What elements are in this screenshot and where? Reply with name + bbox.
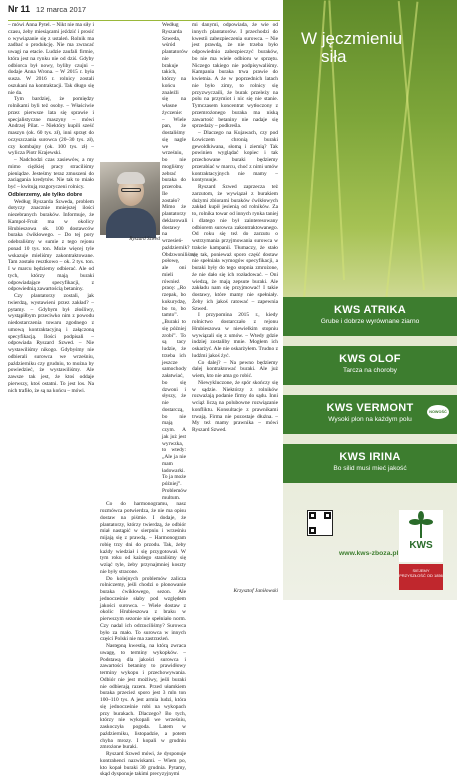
header-rule [8,20,280,21]
ad-headline-line1: W jęczmieniu [301,29,403,48]
ad-headline [301,30,402,66]
photo-caption: Ryszard Szwed [129,236,160,242]
product-tagline: Bo silid musi mieć jakość [333,465,407,472]
article-column-3 [192,22,278,586]
paragraph: Ryszard Szwed mówi, że dysponuje kontrahenci nazwiskami. – Wiem po, kto kopał buraki 30 grudnia. Pytamy, skąd dysponuje takimi precyzyjnymi [100,751,186,778]
product-tagline: Tarcza na choroby [343,367,397,374]
product-tagline: Wysoki plon na każdym polu [328,416,412,423]
paragraph: Według Ryszarda Szweda, wśród plantatorów nie brakuje takich, którzy na końcu znaleźli się na własne życzenie: – Wiele pan, że dostaliśmy się nagle we wrześniu, bo nie mogliśmy zebrać buraka do przerobu. Ile zostało? Mimo że plantatorzy deklarowali dostawy na wrzesień-październik? Obdzwoniliśmy połowę, ale oni mieli również pracę: „Ro rzepak, bo kukurydzę, bo to, bo tamto”. „Buraki to się później zrobi”. To są tacy ludzie, że trzeba ich jeszcze samochody załatwiać, bo się dzwoni i słyszy, że nie dostarczą, bo nie mają czym. A jak już jest wyrwzka, to wtedy: „Ale ja nie mam ładowarki. To ja może później”. Problemów multum. [162,22,197,501]
product-tagline: Grube i dobrze wyrównane ziarno [320,318,420,325]
paragraph: – Dlaczego na Kujawach, czy pod Łowiczem chronią buraki gewoldkiwana, słomą i ziemią? Tak powinien wyglądać kopiec i tak przechowane buraki będziemy przerabiać w marcu, choć z nimi umów kontraktacyjnych nie mamy – kontynuuje. [192,130,278,184]
paragraph: Tym bardziej, że pomiędzy rolnikami byli też osoby. – Właściwie przez pierwsze lata się sprawie i specjalistyczne maszyny – mówi Andrzej Pilat. – Niektóry kupili sześć maszyn (ok. 60 tys. zł), inni sprzęt do oczyszczania surowca (20–30 tys. zł), czy kombajny (ok. 100 tys. zł) – wylicza Piotr Krajewski. [8,96,94,157]
new-badge: NOWOŚĆ [427,405,449,419]
article-column-1 [8,22,94,592]
subheading: Odbierzemy, ale tylko dobre [8,191,83,198]
paragraph: Co do harmonogramu, nasz rozmówca potwierdza, że nie ma opisu dostaw na piśmie. I dodaje, że plantatorzy, którzy twierdzą, że odbiór miał nastąpić w sierpniu i wrześniu mijają się z prawdą. – Harmonogram robię trzy dni do przodu. Tak, żeby każdy wiedział i się przygotował. W tym roku od każdego staraliśmy się wziąć tyle, żeby przynajmniej koszty nie były stracone. [100,501,186,575]
photo-glasses [121,188,141,192]
kws-logo [399,510,443,590]
product-name: KWS OLOF [339,353,401,365]
issue-date: 12 marca 2017 [36,5,87,14]
logo-box [399,510,443,562]
logo-slogan: SIEJEMY PRZYSZŁOŚĆ OD 1856 [399,564,443,590]
product-name: KWS ATRIKA [333,304,407,316]
article-column-2 [100,22,197,778]
logo-wordmark: KWS [409,540,433,551]
photo-hair [117,172,145,184]
paragraph: Niewykluczone, że spór skończy się w sądzie. Niektórzy z rolników rozważają podanie firmy do sądu. Inni wciąż liczą na polubowne rozwiązanie konfliktu. Konsultacje z prawnikami trwają. Firma nie pozostaje dłużna. – My też mamy prawnika – mówi Ryszard Szwed. [192,379,278,433]
product-band-atrika [283,297,457,336]
paragraph: – mówi Anna Pytel. – Nikt nie ma siły i czasu, żeby miesiącami jeździć i prosić o wywiązanie się z ustaleń. Rolnik ma zadbać o produkcję. Nie ma zwracać uwagi na etacie. Ludzie zaufali firmie, która jest na rynku nie od dziś. Gdyby odbiorca był nowy, byliby czujni – dodaje Anna Wrona. – W 2015 r. była susza. W 2016 r. rolnicy zostali oszukani na kontraktacji. Tak długo się nie da. [8,22,94,96]
paragraph: Co dalej? – Na pewno będziemy dalej kontraktować buraki. Ale już wiem, kto nie ama go robić. [192,359,278,379]
plant-logo-icon [399,510,443,540]
paragraph: Według Ryszarda Szweda, problem dotyczy znacznie mniejszej ilości niezebranych buraków. Informuje, że Kampol-Fruit ma w okolicy Hrubieszowa ok. 100 dostawców buraka ćwikłowego. – Do tej pory odebraliśmy w sumie z tego rejonu ponad 10 tys. ton. Może więcej tyle wskazuje mieliśmy zakontraktowane. Tam zostało resztkowo – ok. 2 tys. ton. I w marcu będziemy odbierać. Ale od tych, którzy mają buraki odpowiadające specyfikacji, z odpowiednią zawartością betaniny. [8,198,94,293]
ad-headline-line2: siła [321,47,347,66]
paragraph: Następną kwestią, na którą zwraca uwagę, to terminy wykopków. – Podstawą dla jakości surowca i zawartości betaniny to prawidłowy terminy wykopu i przechowywania. Odbiór nie jest możliwy, jeśli buraki nie odbierają razem. Przed ułamkiem buraka przecież sporo jest 3 mln ton 100–110 tys. A jest armia ludzi, która się jednocześnie robi na wykopach przy burakach. Dlaczego? Bo tych, którzy nie wykopali we wrześniu, zaskoczyła pogoda. Latem w październiku, listopadzie, a potem chyba mrozy. I kopali w grudniu zmrożone buraki. [100,643,186,751]
product-name: KWS VERMONT [326,402,414,414]
kws-advertisement [283,0,457,600]
paragraph: – Nadchodzi czas zasiewów, a my mimo ciężkiej pracy straciliśmy pieniądze. Jesteśmy teraz zmuszeni do zaciągania kredytów. Nie tak to miało być – kwitują rozgoryczeni rolnicy. [8,157,94,190]
qr-code-icon[interactable] [307,510,333,536]
paragraph: I przypomina 2015 r., kiedy rolnictwo dostarczało z rejonu Hrubieszowa w niewielkim stopniu wywiązali się z umów. – Wtedy gdzie indziej zostaliby mnie. Mogłem ich oskarżyć. Ale nie oskarżyłem. Trudno z ludźmi jakoś żyć. [192,312,278,359]
ad-website-link[interactable]: www.kws-zboza.pl [339,550,399,557]
author-signature: Krzysztof Janiłowski [233,588,278,594]
portrait-photo [100,162,160,235]
issue-number: Nr 11 [8,4,31,14]
paragraph: Do kolejnych problemów zalicza rolniczemy, jeśli chodzi o plonowanie buraka ćwikłowego, sezon. Ale jednocześnie słaby pod względem jakości surowca. – Wiele dostaw z okolic Hrubieszowa z braku w pierwszym sezonie nie spełniało norm. Czy nadal ich odrzuciliśmy? Surowca było za mało. To surowca w innych części Polski nie ma zastrzeżeń. [100,575,186,643]
product-band-olof [283,346,457,385]
paragraph: Ryszard Szwed zaprzecza też zarzutom, że wywiązał z burakiem dużymi zbiorami buraków ćwikłowych zakład kupił jesienią od rolników. Za to, rolnika towar od innych rynka taniej i dlatego nie był zainteresowany odbiorem surowca zakontraktowanego. Od roku się też do zarzutu o wstrzymania przyjmowania surowca w trakcie kampanii. Tłumaczy, że stało się tak, ponieważ sporo część dostaw nie spełniała wymogów specyfikacji, a buraki były do tego stopnia zmrożone, że nie dało się ich rozładować. – Oni wiedzą, że mają zepsute buraki. Ale zakładu nam się przyjmować! I takie dostawy, które mamy nie spełniały. Żeby ich jakoś ratować – zapewnia Szwed. [192,184,278,312]
paragraph: Czy plantatorzy zostali, jak twierdzą, wystawieni przez zakład? – pytamy. – Gdybym był złośliwy, wystąpiłbym przeciwko nim z powodu niedostarczenia towaru zgodnego z umową kontraktacyjną i załączoną specyfikacją. Ilości podpisali – odpowiada Ryszard Szwed. – Nie wystawiliśmy nikogo. Gdybyśmy nie odbierali surowca we wrześniu, październiku czy grudniu, to można by powiedzieć, że wystawiliśmy. Ale zawsze tak jest, że ktoś oddaje pierwszy, ktoś ostatni. To jest los. Na nich trafiło, że są na końcu – mówi. [8,293,94,394]
photo-shirt [106,208,156,238]
product-band-irina [283,444,457,483]
product-band-vermont [283,395,457,434]
page-header [8,4,276,20]
paragraph: mi danymi, odpowiada, że wie od innych plantatorów. I przechodzi do kwestii zabezpieczenia surowca. – Nie jest prawdą, że nie trzeba było odpowiednio zabezpieczyć buraków, bo nie ma wiele odbioru w sprzętu. Niczego takiego nie podpisywaliśmy. Kampania buraka trwa prawie do kwietnia. A że w poprzednich latach nie było zimy, to rolnicy się przyzwyczaili, że burak przeleży na polu na przymiot i nic się nie stanie. Tymczasem koncentrat wytłoczony z przemrożonego buraka ma niską zawartość betaniny nie nadaje się sprzedaży – podkreśla. [192,22,278,130]
product-name: KWS IRINA [339,451,401,463]
